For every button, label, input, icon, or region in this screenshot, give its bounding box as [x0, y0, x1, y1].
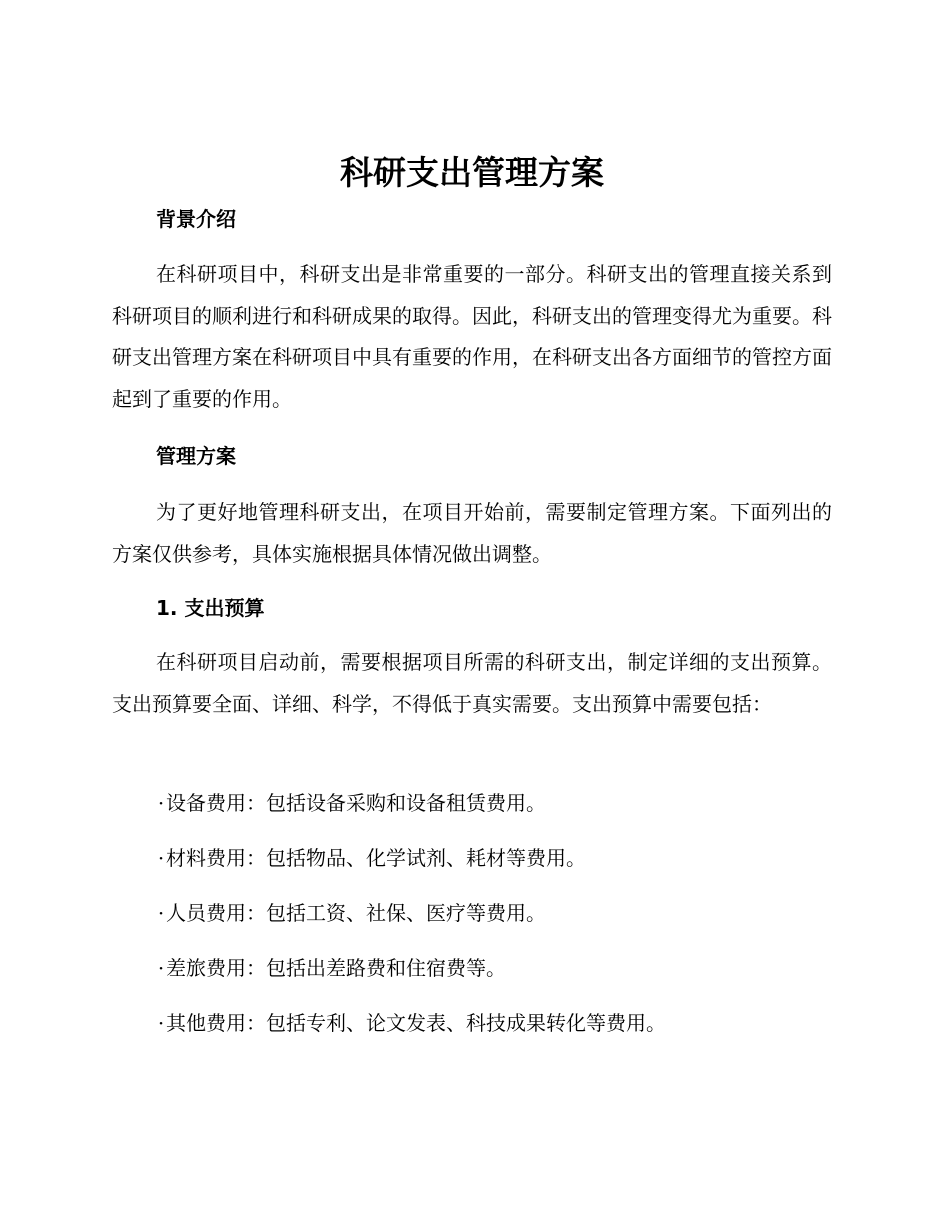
list-item-text: 材料费用：包括物品、化学试剂、耗材等费用。: [166, 846, 586, 870]
bullet-icon: ·: [157, 901, 165, 925]
bullet-icon: ·: [157, 791, 165, 815]
section-heading-plan: 管理方案: [156, 444, 236, 468]
section-paragraph-background: 在科研项目中，科研支出是非常重要的一部分。科研支出的管理直接关系到科研项目的顺利进行和科研成果的取得。因此，科研支出的管理变得尤为重要。科研支出管理方案在科研项目中具有重要的作用，在科研支出各方面细节的管控方面起到了重要的作用。: [112, 262, 832, 411]
list-item-text: 其他费用：包括专利、论文发表、科技成果转化等费用。: [166, 1011, 666, 1035]
bullet-icon: ·: [157, 956, 165, 980]
bullet-icon: ·: [157, 846, 165, 870]
bullet-icon: ·: [157, 1011, 165, 1035]
list-item: [156, 1009, 666, 1037]
section-paragraph-plan: 为了更好地管理科研支出，在项目开始前，需要制定管理方案。下面列出的方案仅供参考，具体实施根据具体情况做出调整。: [112, 500, 832, 566]
list-item-text: 设备费用：包括设备采购和设备租赁费用。: [166, 791, 546, 815]
section-paragraph-budget: 在科研项目启动前，需要根据项目所需的科研支出，制定详细的支出预算。支出预算要全面、详细、科学，不得低于真实需要。支出预算中需要包括：: [112, 650, 832, 716]
list-item-text: 人员费用：包括工资、社保、医疗等费用。: [166, 901, 546, 925]
document-page: [112, 0, 832, 1230]
document-title: 科研支出管理方案: [340, 153, 604, 192]
list-item: [156, 789, 546, 817]
section-heading-budget: 1. 支出预算: [156, 596, 265, 620]
list-item: [156, 954, 506, 982]
list-item: [156, 899, 546, 927]
list-item-text: 差旅费用：包括出差路费和住宿费等。: [166, 956, 506, 980]
section-heading-background: 背景介绍: [156, 207, 236, 231]
list-item: [156, 844, 586, 872]
